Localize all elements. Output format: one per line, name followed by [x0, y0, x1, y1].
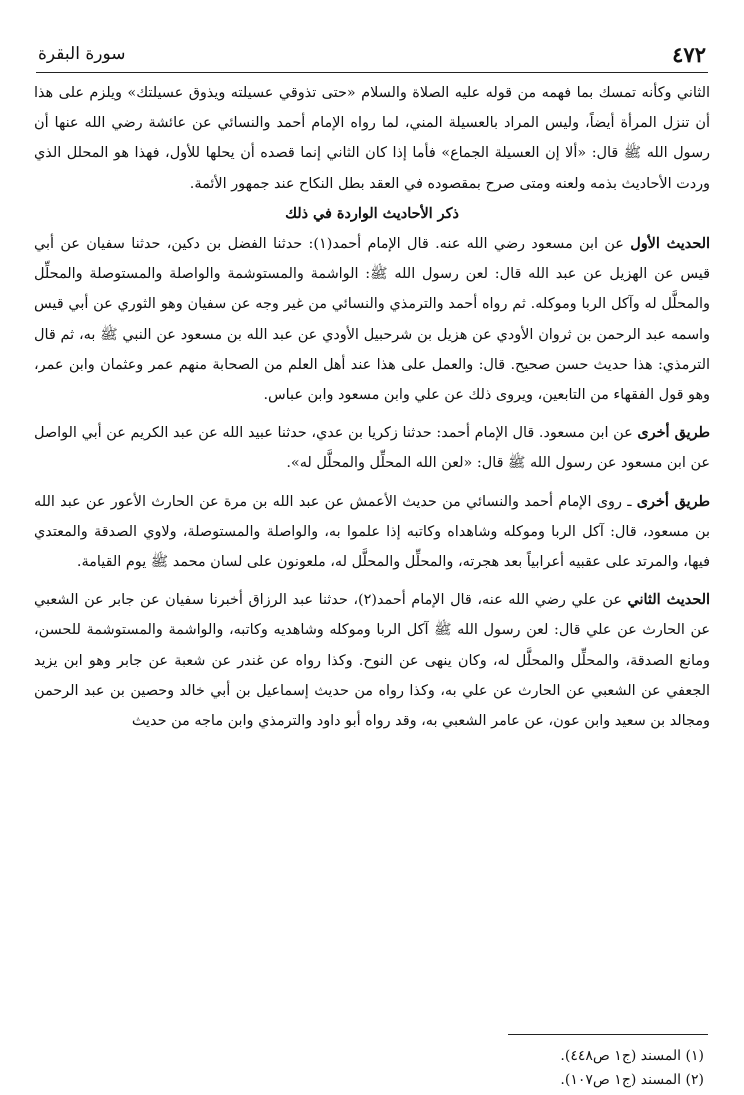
footnote-separator: [508, 1034, 708, 1035]
hadith-2-lead: الحديث الثاني: [627, 591, 711, 609]
hadith-1-text: عن ابن مسعود رضي الله عنه. قال الإمام أحمد(١): حدثنا الفضل بن دكين، حدثنا سفيان عن أبي قيس عن الهزيل عن عبد الله قال: لعن رسول الله ﷺ: الواشمة والمستوشمة والواصلة والمستوصلة والمحلِّل والمحلَّل له وآكل الربا وموكله. ثم رواه أحمد والترمذي والنسائي من غير وجه عن سفيان وهو الثوري عن أبي قيس واسمه عبد الرحمن بن ثروان الأودي عن هزيل بن شرحبيل الأودي عن عبد الله بن مسعود عن النبي ﷺ به، ثم قال الترمذي: هذا حديث حسن صحيح. قال: والعمل على هذا عند أهل العلم من الصحابة منهم عمر وعثمان وابن عمر، وهو قول الفقهاء من التابعين، ويروى ذلك عن علي وابن مسعود وابن عباس.: [34, 236, 710, 404]
paragraph-another-route-1: [34, 418, 710, 478]
route-1-lead: طريق أخرى: [637, 424, 710, 442]
paragraph-intro: الثاني وكأنه تمسك بما فهمه من قوله عليه الصلاة والسلام «حتى تذوقي عسيلته ويذوق عسيلتك» ويلزم على هذا أن تنزل المرأة أيضاً، وليس المراد بالعسيلة المني، لما رواه الإمام أحمد والنسائي عن عائشة رضي الله عنها أن رسول الله ﷺ قال: «ألا إن العسيلة الجماع» فأما إذا كان الثاني إنما قصده أن يحلها للأول، فهذا هو المحلل الذي وردت الأحاديث بذمه ولعنه ومتى صرح بمقصوده في العقد بطل النكاح عند جمهور الأئمة.: [34, 85, 710, 192]
paragraph-hadith-1: [34, 229, 710, 410]
page-number: ٤٧٢: [672, 42, 706, 67]
route-1-text: عن ابن مسعود. قال الإمام أحمد: حدثنا زكريا بن عدي، حدثنا عبيد الله عن عبد الكريم عن أبي الواصل عن ابن مسعود عن رسول الله ﷺ قال: «لعن الله المحلِّل والمحلَّل له».: [34, 425, 710, 472]
page-header: [36, 40, 708, 73]
paragraph-another-route-2: [34, 487, 710, 578]
route-2-lead: طريق أخرى: [636, 492, 710, 510]
hadith-1-lead: الحديث الأول: [630, 235, 710, 253]
footnotes: [36, 1044, 704, 1092]
surah-title: سورة البقرة: [38, 44, 126, 64]
route-2-text: ـ روى الإمام أحمد والنسائي من حديث الأعمش عن عبد الله بن مرة عن الحارث الأعور عن عبد الله بن مسعود، قال: آكل الربا وموكله وشاهداه وكاتبه إذا علموا به، والواصلة والمستوصلة، ولاوي الصدقة والمعتدي فيها، والمرتد على عقبيه أعرابياً بعد هجرته، والمحلِّل والمحلَّل له، ملعونون على لسان محمد ﷺ يوم القيامة.: [34, 493, 710, 571]
paragraph-hadith-2: [34, 585, 710, 736]
page-body: [34, 78, 710, 736]
footnote-2: (٢) المسند (ج١ ص١٠٧).: [560, 1072, 704, 1088]
section-heading: ذكر الأحاديث الواردة في ذلك: [285, 204, 459, 222]
hadith-2-text: عن علي رضي الله عنه، قال الإمام أحمد(٢)، حدثنا عبد الرزاق أخبرنا سفيان عن جابر عن الشعبي عن الحارث عن علي قال: لعن رسول الله ﷺ آكل الربا وموكله وشاهديه وكاتبه، والواشمة والمستوشمة للحسن، ومانع الصدقة، والمحلِّل والمحلَّل له، وكان ينهى عن النوح. وكذا رواه عن غندر عن شعبة عن جابر وهو ابن يزيد الجعفي عن الشعبي عن الحارث عن علي به، وكذا رواه من حديث إسماعيل بن أبي خالد وحصين بن عبد الرحمن ومجالد بن سعيد وابن عون، عن عامر الشعبي به، وقد رواه أبو داود والترمذي وابن ماجه من حديث: [34, 592, 710, 730]
footnote-1: (١) المسند (ج١ ص٤٤٨).: [560, 1048, 704, 1064]
